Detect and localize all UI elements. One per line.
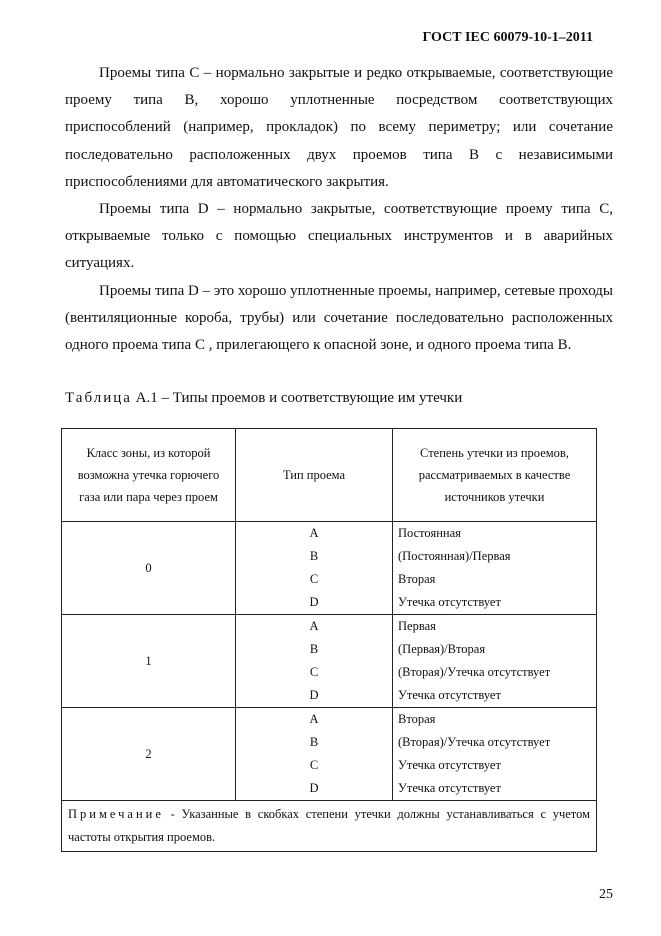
- note-text: - Указанные в скобках степени утечки должны устанавливаться с учетом частоты открытия проемов.: [68, 807, 590, 844]
- table-row: [62, 708, 597, 801]
- leaks-cell: [393, 708, 597, 801]
- table-note: [62, 801, 597, 852]
- leak-value: Постоянная: [398, 526, 461, 540]
- table-note-row: [62, 801, 597, 852]
- zone-cell: 2: [62, 708, 236, 801]
- page-number: 25: [599, 887, 613, 902]
- leak-value: Утечка отсутствует: [398, 595, 501, 609]
- leak-value: (Вторая)/Утечка отсутствует: [398, 735, 551, 749]
- table-header-row: [62, 429, 597, 522]
- leak-value: Вторая: [398, 572, 436, 586]
- types-cell: [236, 522, 393, 615]
- paragraph-type-d: Проемы типа D – нормально закрытые, соответствующие проему типа C, открываемые только с помощью специальных инструментов и в аварийных ситуациях.: [65, 201, 613, 272]
- leaks-cell: [393, 522, 597, 615]
- types-cell: [236, 615, 393, 708]
- type-value: C: [309, 572, 319, 586]
- zone-cell: 0: [62, 522, 236, 615]
- type-value: D: [309, 595, 319, 609]
- openings-table: [61, 428, 597, 852]
- leak-value: Первая: [398, 619, 436, 633]
- header-zone-class: Класс зоны, из которой возможна утечка горючего газа или пара через проем: [62, 429, 236, 522]
- type-value: A: [309, 619, 319, 633]
- type-value: A: [309, 526, 319, 540]
- leak-value: (Постоянная)/Первая: [398, 549, 511, 563]
- table-caption-title: А.1 – Типы проемов и соответствующие им утечки: [131, 390, 463, 406]
- type-value: D: [309, 781, 319, 795]
- types-cell: [236, 708, 393, 801]
- type-value: B: [309, 549, 319, 563]
- type-value: B: [309, 735, 319, 749]
- leak-value: Вторая: [398, 712, 436, 726]
- note-label: Примечание: [68, 807, 164, 821]
- document-code: ГОСТ IEC 60079-10-1–2011: [422, 30, 593, 45]
- paragraph-type-d-sealed: Проемы типа D – это хорошо уплотненные проемы, например, сетевые проходы (вентиляционные короба, трубы) или сочетание последовательно расположенных одного проема типа C , прилегающего к опасной зоне, и одного проема типа B.: [65, 283, 613, 354]
- type-value: B: [309, 642, 319, 656]
- leak-value: Утечка отсутствует: [398, 781, 501, 795]
- leaks-cell: [393, 615, 597, 708]
- leak-value: (Первая)/Вторая: [398, 642, 486, 656]
- type-value: A: [309, 712, 319, 726]
- table-caption-prefix: Таблица: [65, 390, 132, 406]
- type-value: C: [309, 665, 319, 679]
- leak-value: Утечка отсутствует: [398, 758, 501, 772]
- type-value: D: [309, 688, 319, 702]
- table-row: [62, 615, 597, 708]
- zone-cell: 1: [62, 615, 236, 708]
- header-leak-grade: Степень утечки из проемов, рассматриваемых в качестве источников утечки: [393, 429, 597, 522]
- leak-value: Утечка отсутствует: [398, 688, 501, 702]
- table-caption: [65, 390, 462, 407]
- type-value: C: [309, 758, 319, 772]
- leak-value: (Вторая)/Утечка отсутствует: [398, 665, 551, 679]
- paragraph-type-c: Проемы типа C – нормально закрытые и редко открываемые, соответствующие проему типа B, хорошо уплотненные посредством соответствующих приспособлений (например, прокладок) по всему периметру; или сочетание последовательно расположенных двух проемов типа B с независимыми приспособлениями для автоматического закрытия.: [65, 65, 613, 190]
- header-opening-type: Тип проема: [236, 429, 393, 522]
- table-row: [62, 522, 597, 615]
